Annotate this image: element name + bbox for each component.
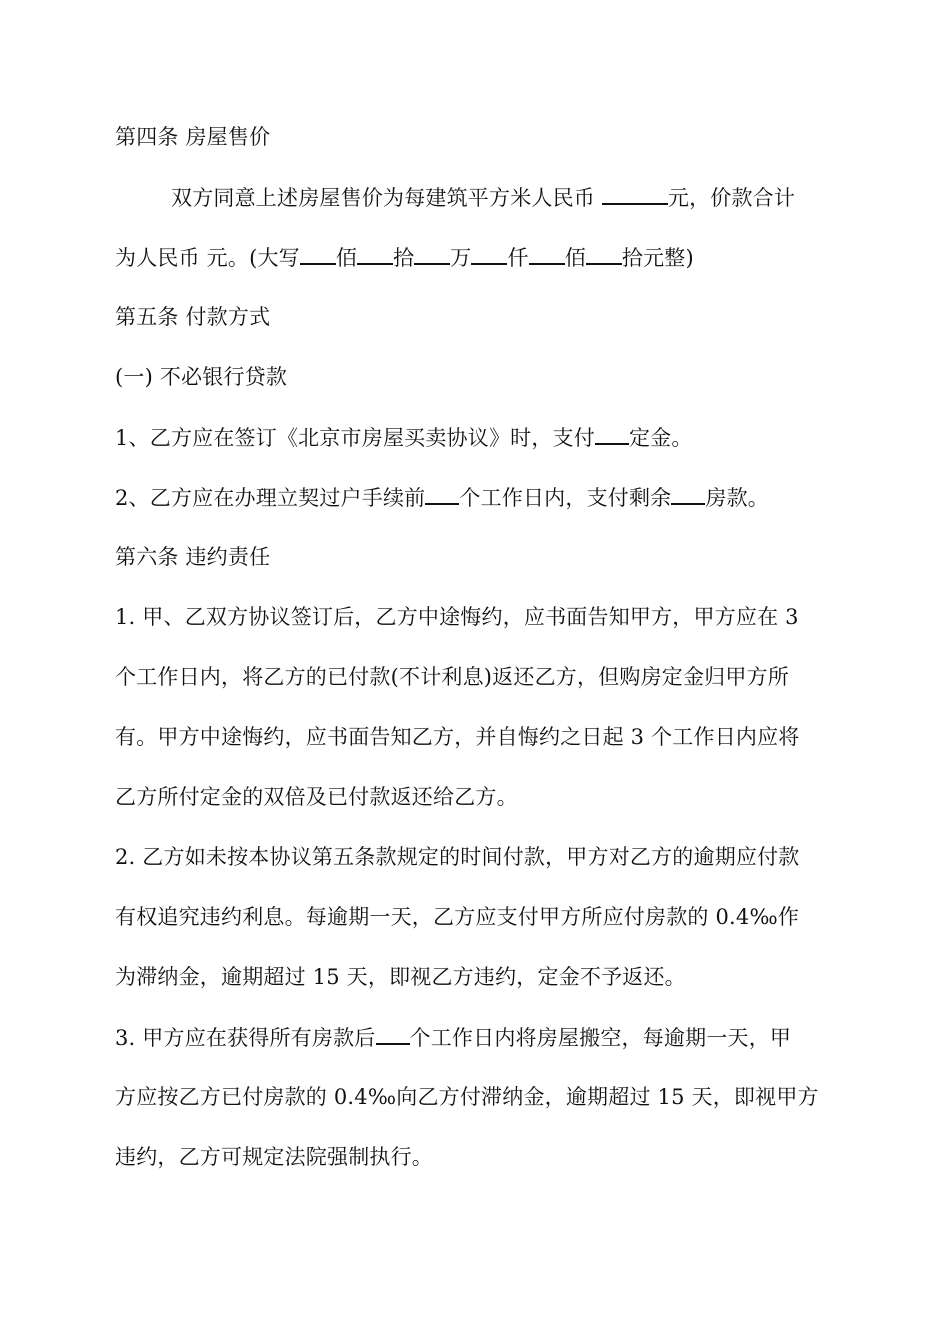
- remaining-payment-blank: [671, 477, 705, 505]
- amount-blank: [414, 237, 450, 265]
- liability-clause-2-line-1: 2. 乙方如未按本协议第五条款规定的时间付款，甲方对乙方的逾期应付款: [115, 845, 800, 869]
- vacate-days-blank: [376, 1017, 410, 1045]
- text-segment: 个工作日内，支付剩余: [459, 486, 672, 510]
- document-body: [115, 117, 837, 1197]
- text-segment: 拾: [393, 246, 415, 270]
- section-1-heading: (一) 不必银行贷款: [115, 365, 288, 389]
- article-4-price-line-2: [115, 237, 837, 297]
- payment-clause-2: [115, 477, 837, 537]
- text-segment: 房款。: [705, 486, 769, 510]
- amount-blank: [529, 237, 565, 265]
- text-segment: 仟: [507, 246, 529, 270]
- text-segment: 佰: [564, 246, 586, 270]
- days-blank: [425, 477, 459, 505]
- price-per-sqm-blank: [602, 177, 668, 205]
- amount-blank: [357, 237, 393, 265]
- text-segment: 为人民币 元。(大写: [115, 246, 300, 270]
- text-segment: 佰: [335, 246, 358, 270]
- liability-clause-1-line-3: 有。甲方中途悔约，应书面告知乙方，并自悔约之日起 3 个工作日内应将: [115, 725, 800, 749]
- deposit-blank: [595, 417, 629, 445]
- text-segment: 拾元整): [621, 246, 694, 270]
- liability-clause-1-line-1: 1. 甲、乙双方协议签订后，乙方中途悔约，应书面告知甲方，甲方应在 3: [115, 605, 799, 629]
- article-6-heading: 第六条 违约责任: [115, 545, 271, 569]
- text-segment: 3. 甲方应在获得所有房款后: [115, 1026, 376, 1050]
- text-segment: 双方同意上述房屋售价为每建筑平方米人民币: [171, 186, 602, 210]
- liability-clause-1-line-4: 乙方所付定金的双倍及已付款返还给乙方。: [115, 785, 518, 809]
- text-segment: 2、乙方应在办理立契过户手续前: [115, 486, 426, 510]
- article-5-heading: 第五条 付款方式: [115, 305, 271, 329]
- article-4-price-line-1: [115, 177, 837, 237]
- liability-clause-3-line-2: 方应按乙方已付房款的 0.4‰向乙方付滞纳金，逾期超过 15 天，即视甲方: [115, 1085, 819, 1109]
- liability-clause-3-line-3: 违约，乙方可规定法院强制执行。: [115, 1145, 433, 1169]
- liability-clause-1-line-2: 个工作日内，将乙方的已付款(不计利息)返还乙方，但购房定金归甲方所: [115, 665, 789, 689]
- liability-clause-2-line-2: 有权追究违约利息。每逾期一天，乙方应支付甲方所应付房款的 0.4‰作: [115, 905, 800, 929]
- text-segment: 定金。: [628, 426, 693, 450]
- text-segment: 个工作日内将房屋搬空，每逾期一天，甲: [409, 1026, 792, 1050]
- amount-blank: [300, 237, 336, 265]
- payment-clause-1: [115, 417, 837, 477]
- article-4-heading: 第四条 房屋售价: [115, 125, 271, 149]
- amount-blank: [586, 237, 622, 265]
- amount-blank: [471, 237, 507, 265]
- text-segment: 1、乙方应在签订《北京市房屋买卖协议》时，支付: [115, 426, 595, 450]
- text-segment: 万: [450, 246, 472, 270]
- liability-clause-2-line-3: 为滞纳金，逾期超过 15 天，即视乙方违约，定金不予返还。: [115, 965, 686, 989]
- text-segment: 元，价款合计: [667, 186, 796, 210]
- liability-clause-3-line-1: [115, 1017, 837, 1077]
